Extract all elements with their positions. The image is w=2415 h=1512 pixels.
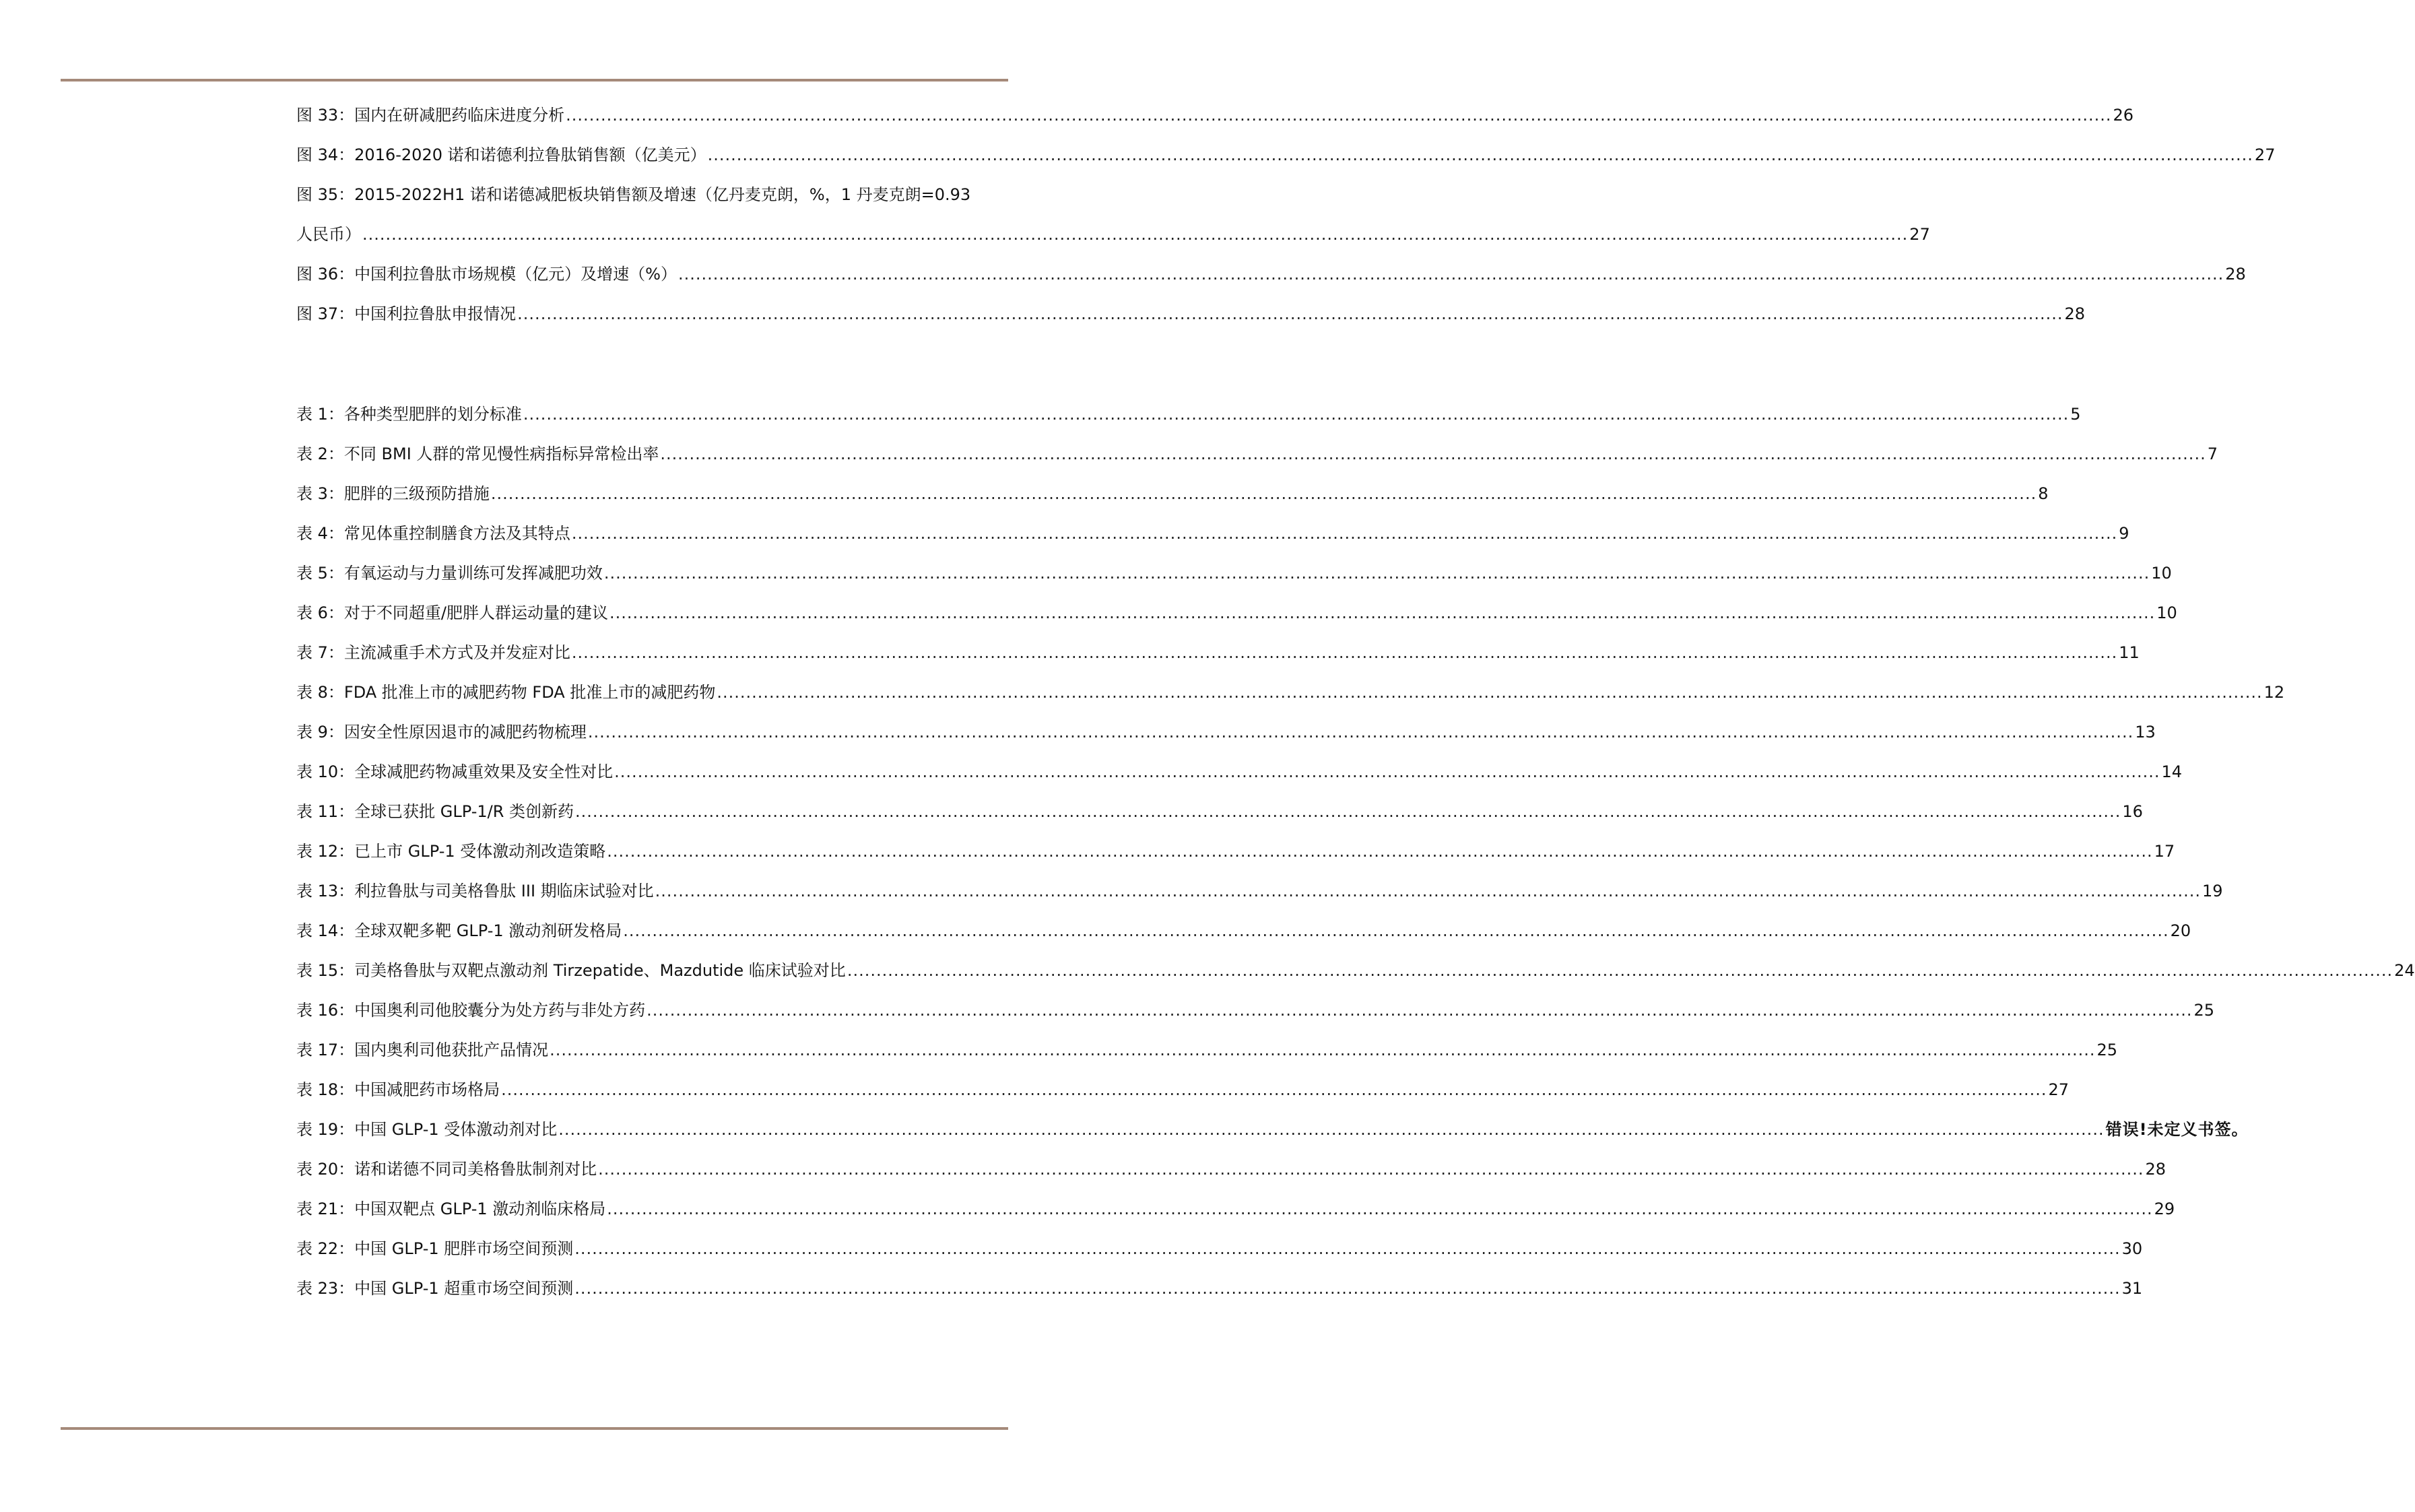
- entry-label: 表 12：已上市 GLP-1 受体激动剂改造策略: [296, 842, 606, 861]
- toc-entry-table-12[interactable]: [296, 832, 2175, 872]
- entry-page: 31: [2121, 1279, 2143, 1298]
- entry-page: 11: [2119, 643, 2140, 662]
- toc-entry-table-3[interactable]: [296, 474, 2049, 514]
- entry-label: 图 34：2016-2020 诺和诺德利拉鲁肽销售额（亿美元）: [296, 145, 706, 164]
- toc-entry-table-18[interactable]: [296, 1070, 2070, 1110]
- dot-leader: [647, 991, 2192, 1030]
- entry-page: 28: [2145, 1160, 2166, 1179]
- bookmark-error-text: 错误!未定义书签。: [2105, 1120, 2249, 1139]
- toc-entry-table-16[interactable]: [296, 991, 2215, 1030]
- entry-page: 20: [2170, 921, 2191, 940]
- toc-entry-table-11[interactable]: [296, 792, 2143, 832]
- toc-entry-table-5[interactable]: [296, 554, 2172, 593]
- dot-leader: [572, 514, 2117, 554]
- entry-label: 表 7：主流减重手术方式及并发症对比: [296, 643, 570, 662]
- entry-page: 14: [2161, 762, 2183, 781]
- entry-page: 13: [2135, 723, 2156, 742]
- header-rule: [61, 79, 1008, 81]
- toc-entry-figure-35[interactable]: [296, 175, 1930, 255]
- entry-page: 26: [2113, 106, 2134, 125]
- entry-page: 25: [2096, 1041, 2118, 1059]
- entry-label: 表 13：利拉鲁肽与司美格鲁肽 III 期临床试验对比: [296, 882, 654, 900]
- toc-entry-table-17[interactable]: [296, 1030, 2118, 1070]
- table-list: [296, 395, 2415, 1309]
- toc-entry-table-20[interactable]: [296, 1150, 2166, 1189]
- dot-leader: [607, 1189, 2152, 1229]
- toc-entry-figure-36[interactable]: [296, 255, 2246, 294]
- dot-leader: [362, 215, 1908, 255]
- dot-leader: [574, 1269, 2120, 1309]
- toc-entry-figure-33[interactable]: [296, 96, 2134, 135]
- toc-entry-table-10[interactable]: [296, 752, 2183, 792]
- entry-page: 28: [2225, 265, 2246, 284]
- entry-page: 25: [2193, 1001, 2215, 1020]
- dot-leader: [614, 752, 2160, 792]
- entry-label: 表 15：司美格鲁肽与双靶点激动剂 Tirzepatide、Mazdutide 临床试验对比: [296, 961, 846, 980]
- entry-label: 表 18：中国减肥药市场格局: [296, 1080, 500, 1099]
- entry-label: 表 3：肥胖的三级预防措施: [296, 484, 490, 503]
- entry-label: 表 5：有氧运动与力量训练可发挥减肥功效: [296, 564, 603, 583]
- toc-entry-table-1[interactable]: [296, 395, 2081, 434]
- entry-label: 表 16：中国奥利司他胶囊分为处方药与非处方药: [296, 1001, 646, 1020]
- dot-leader: [598, 1150, 2144, 1189]
- dot-leader: [660, 434, 2206, 474]
- toc-entry-figure-34[interactable]: [296, 135, 2276, 175]
- dot-leader: [558, 1110, 2104, 1150]
- dot-leader: [623, 911, 2169, 951]
- toc-entry-table-7[interactable]: [296, 633, 2140, 673]
- entry-label: 表 11：全球已获批 GLP-1/R 类创新药: [296, 802, 574, 821]
- entry-label: 表 4：常见体重控制膳食方法及其特点: [296, 524, 570, 543]
- entry-label-line1: 图 35：2015-2022H1 诺和诺德减肥板块销售额及增速（亿丹麦克朗，%，1 丹麦克朗=0.93: [296, 185, 971, 204]
- toc-entry-table-4[interactable]: [296, 514, 2129, 554]
- entry-continuation: [296, 215, 1930, 255]
- dot-leader: [523, 395, 2069, 434]
- entry-label: 表 19：中国 GLP-1 受体激动剂对比: [296, 1120, 558, 1139]
- entry-page: 28: [2064, 304, 2086, 323]
- entry-label: 表 8：FDA 批准上市的减肥药物 FDA 批准上市的减肥药物: [296, 683, 716, 702]
- entry-label: 表 20：诺和诺德不同司美格鲁肽制剂对比: [296, 1160, 597, 1179]
- toc-entry-table-13[interactable]: [296, 872, 2223, 911]
- dot-leader: [609, 593, 2155, 633]
- entry-page: 24: [2394, 961, 2415, 980]
- dot-leader: [491, 474, 2037, 514]
- entry-label: 表 17：国内奥利司他获批产品情况: [296, 1041, 549, 1059]
- dot-leader: [588, 713, 2133, 752]
- entry-page: 17: [2154, 842, 2175, 861]
- toc-entry-table-19[interactable]: [296, 1110, 2249, 1150]
- entry-page: 12: [2263, 683, 2285, 702]
- toc-entry-table-2[interactable]: [296, 434, 2218, 474]
- dot-leader: [501, 1070, 2047, 1110]
- dot-leader: [572, 633, 2117, 673]
- entry-page: 29: [2154, 1199, 2175, 1218]
- dot-leader: [517, 294, 2063, 334]
- entry-page: 10: [2151, 564, 2172, 583]
- entry-page: 27: [2254, 145, 2276, 164]
- entry-label: 表 23：中国 GLP-1 超重市场空间预测: [296, 1279, 574, 1298]
- entry-label: 表 1：各种类型肥胖的划分标准: [296, 405, 522, 424]
- dot-leader: [574, 1229, 2120, 1269]
- entry-page: 5: [2070, 405, 2081, 424]
- dot-leader: [708, 135, 2253, 175]
- entry-label-line2: 人民币）: [296, 225, 361, 244]
- dot-leader: [717, 673, 2262, 713]
- entry-label: 表 21：中国双靶点 GLP-1 激动剂临床格局: [296, 1199, 606, 1218]
- toc-entry-table-8[interactable]: [296, 673, 2285, 713]
- entry-label: 表 6：对于不同超重/肥胖人群运动量的建议: [296, 603, 608, 622]
- entry-page: 7: [2207, 445, 2218, 463]
- dot-leader: [575, 792, 2121, 832]
- entry-page: 9: [2119, 524, 2129, 543]
- figure-list: [296, 96, 2276, 334]
- dot-leader: [566, 96, 2111, 135]
- dot-leader: [678, 255, 2224, 294]
- entry-label: 表 10：全球减肥药物减重效果及安全性对比: [296, 762, 614, 781]
- dot-leader: [847, 951, 2393, 991]
- entry-label: 表 2：不同 BMI 人群的常见慢性病指标异常检出率: [296, 445, 659, 463]
- entry-label: 表 14：全球双靶多靶 GLP-1 激动剂研发格局: [296, 921, 622, 940]
- entry-page: 27: [2048, 1080, 2070, 1099]
- dot-leader: [655, 872, 2201, 911]
- entry-page: 16: [2122, 802, 2143, 821]
- toc-entry-table-22[interactable]: [296, 1229, 2143, 1269]
- entry-label: 表 9：因安全性原因退市的减肥药物梳理: [296, 723, 587, 742]
- dot-leader: [607, 832, 2152, 872]
- entry-page: 27: [1909, 225, 1930, 244]
- entry-page: 8: [2038, 484, 2049, 503]
- dot-leader: [550, 1030, 2095, 1070]
- dot-leader: [604, 554, 2150, 593]
- entry-page: 10: [2156, 603, 2177, 622]
- entry-page: 19: [2202, 882, 2223, 900]
- toc-entry-table-6[interactable]: [296, 593, 2177, 633]
- toc-entry-table-15[interactable]: [296, 951, 2415, 991]
- entry-label: 图 33：国内在研减肥药临床进度分析: [296, 106, 565, 125]
- toc-entry-table-9[interactable]: [296, 713, 2156, 752]
- toc-entry-table-21[interactable]: [296, 1189, 2175, 1229]
- toc-entry-table-23[interactable]: [296, 1269, 2143, 1309]
- entry-label: 图 37：中国利拉鲁肽申报情况: [296, 304, 517, 323]
- toc-entry-table-14[interactable]: [296, 911, 2191, 951]
- toc-entry-figure-37[interactable]: [296, 294, 2086, 334]
- entry-label: 表 22：中国 GLP-1 肥胖市场空间预测: [296, 1239, 574, 1258]
- footer-rule: [61, 1427, 1008, 1430]
- entry-label: 图 36：中国利拉鲁肽市场规模（亿元）及增速（%）: [296, 265, 677, 284]
- entry-page: 30: [2121, 1239, 2143, 1258]
